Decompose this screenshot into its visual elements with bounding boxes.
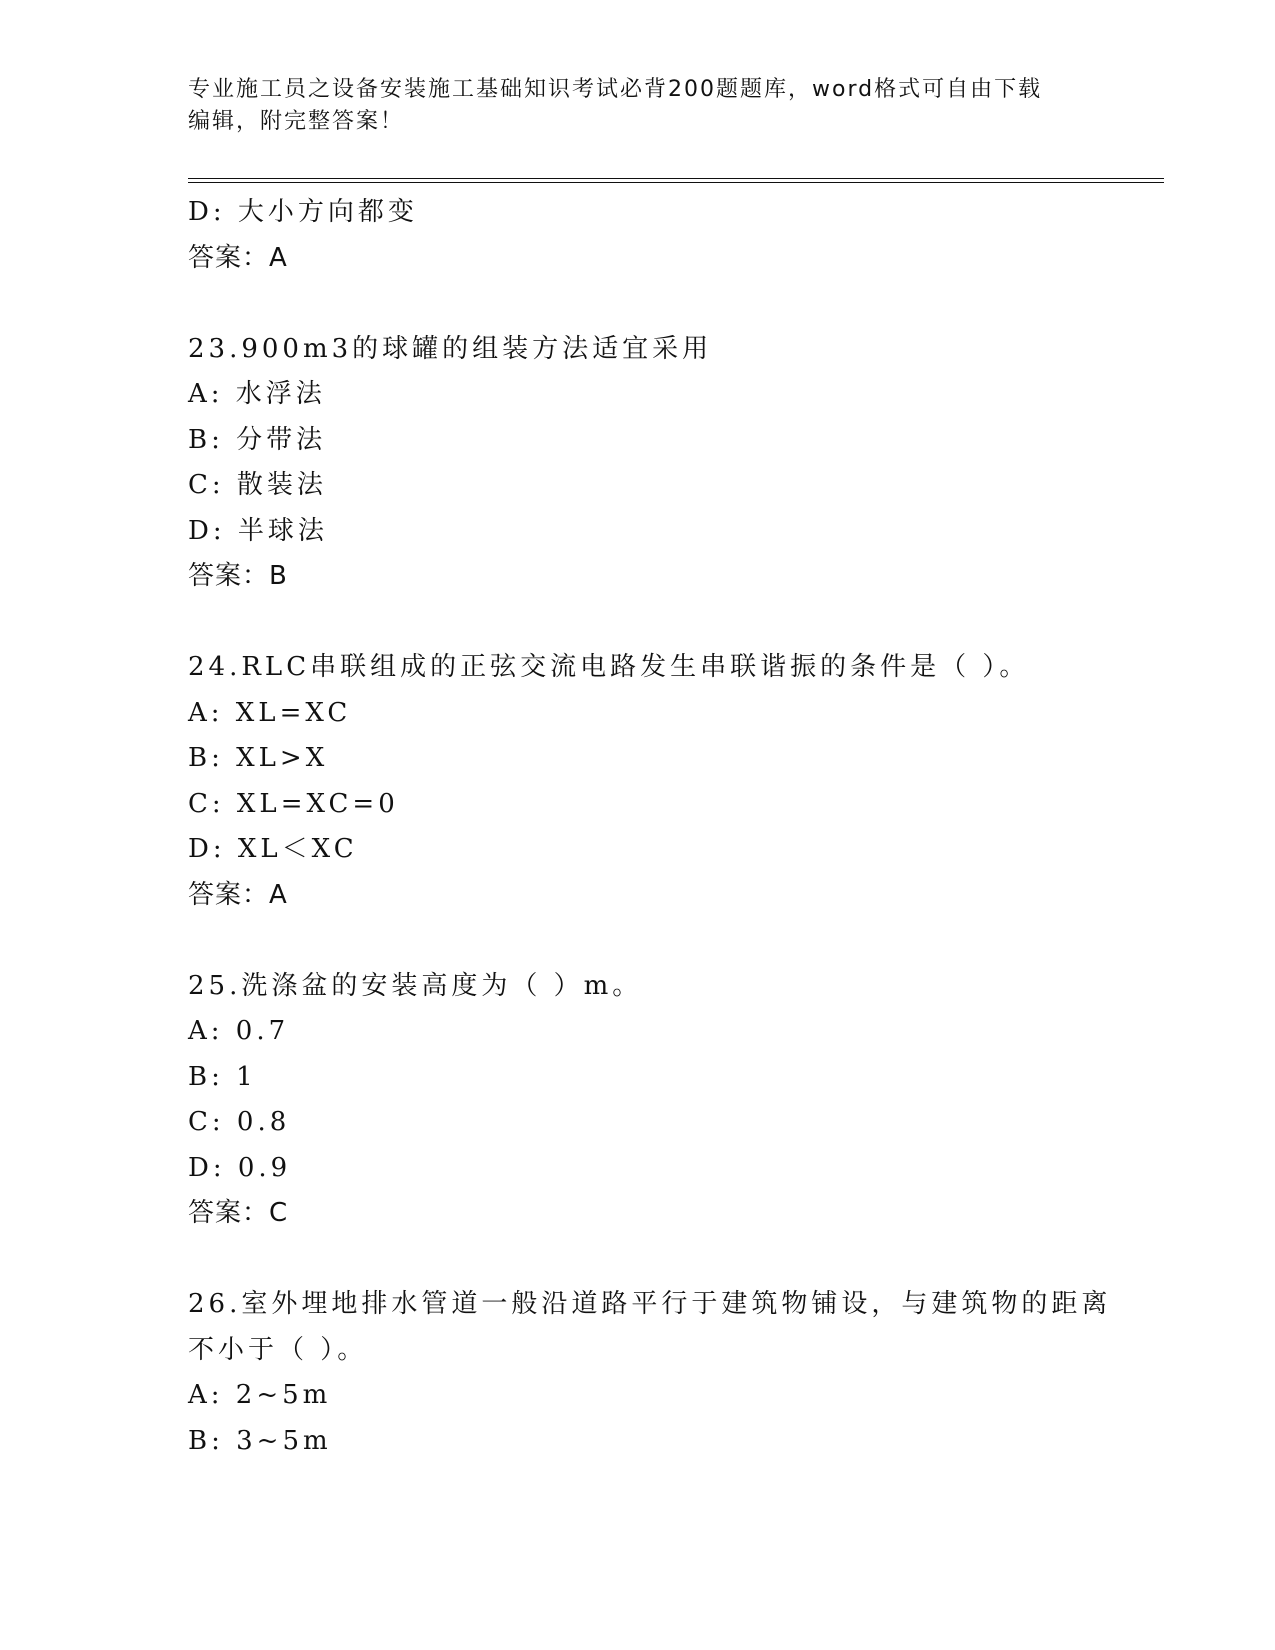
q23-option-a: A: 水浮法 (188, 379, 326, 409)
q24-option-d: D: XL＜XC (188, 834, 358, 864)
header-divider (188, 178, 1164, 183)
q24-title: 24.RLC串联组成的正弦交流电路发生串联谐振的条件是（ ）。 (188, 652, 1030, 682)
q25-answer: 答案：C (188, 1198, 289, 1228)
q23-option-b: B: 分带法 (188, 424, 327, 455)
q24-answer: 答案：A (188, 879, 288, 910)
q24-option-b: B: XL>X (188, 743, 329, 773)
header-line-1: 专业施工员之设备安装施工基础知识考试必背200题题库，word格式可自由下载 (188, 77, 1043, 102)
q23-answer: 答案：B (188, 561, 288, 591)
spacer (188, 281, 1088, 327)
document-body (188, 190, 1112, 1464)
q26-option-b: B: 3~5m (188, 1425, 332, 1456)
q24-option-a: A: XL=XC (188, 697, 352, 728)
q22-answer: 答案：A (188, 242, 288, 273)
q23-option-c: C: 散装法 (188, 470, 327, 500)
q25-option-c: C: 0.8 (188, 1107, 291, 1137)
spacer (188, 1237, 1088, 1283)
q25-option-d: D: 0.9 (188, 1152, 292, 1183)
spacer (188, 600, 1088, 646)
page-header (188, 74, 1068, 138)
q25-option-a: A: 0.7 (188, 1016, 290, 1046)
q24-option-c: C: XL=XC=0 (188, 788, 399, 819)
q23-option-d: D: 半球法 (188, 515, 328, 546)
q26-title-line-2: 不小于（ ）。 (188, 1334, 368, 1365)
q23-title: 23.900m3的球罐的组装方法适宜采用 (188, 333, 713, 364)
q26-title-line-1: 26.室外埋地排水管道一般沿道路平行于建筑物铺设，与建筑物的距离 (188, 1289, 1112, 1319)
q26-option-a: A: 2~5m (188, 1380, 332, 1410)
q22-option-d: D: 大小方向都变 (188, 197, 418, 227)
spacer (188, 918, 1088, 964)
q25-title: 25.洗涤盆的安装高度为（ ）m。 (188, 970, 643, 1001)
q25-option-b: B: 1 (188, 1061, 257, 1092)
header-line-2: 编辑，附完整答案！ (188, 109, 405, 134)
